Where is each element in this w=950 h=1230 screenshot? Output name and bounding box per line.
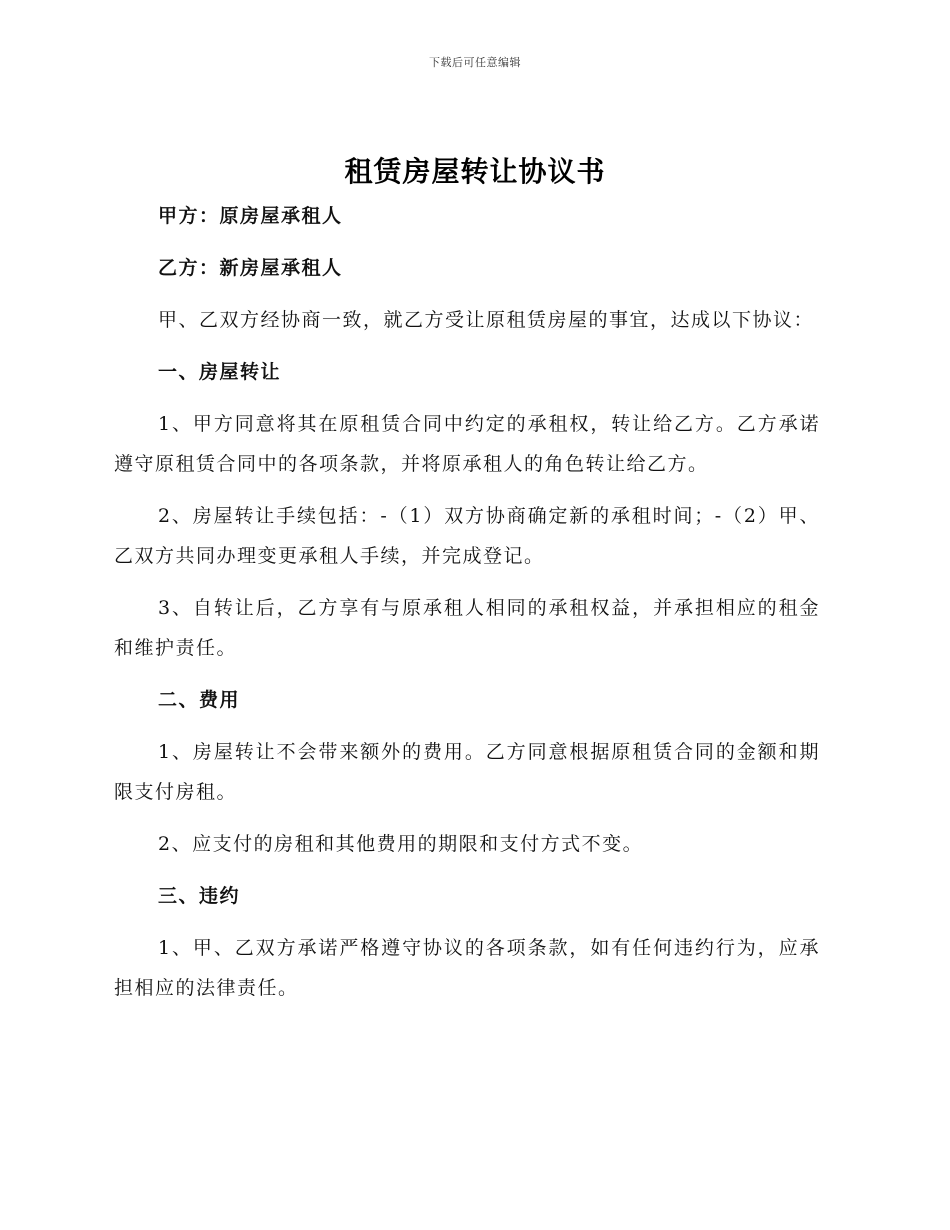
document-title: 租赁房屋转让协议书 — [344, 155, 606, 188]
paragraph: 1、甲、乙双方承诺严格遵守协议的各项条款，如有任何违约行为，应承担相应的法律责任。 — [114, 937, 820, 999]
section-heading-fees: 二、费用 — [158, 689, 241, 711]
paragraph: 2、房屋转让手续包括：-（1）双方协商确定新的承租时间；-（2）甲、乙双方共同办理变更承租人手续，并完成登记。 — [114, 505, 820, 567]
intro-paragraph: 甲、乙双方经协商一致，就乙方受让原租赁房屋的事宜，达成以下协议： — [158, 309, 815, 331]
section-heading-transfer: 一、房屋转让 — [158, 361, 282, 383]
paragraph: 2、应支付的房租和其他费用的期限和支付方式不变。 — [158, 833, 644, 855]
document-body — [114, 196, 820, 1020]
party-b: 乙方：新房屋承租人 — [158, 257, 343, 279]
paragraph: 3、自转让后，乙方享有与原承租人相同的承租权益，并承担相应的租金和维护责任。 — [114, 597, 820, 659]
section-heading-breach: 三、违约 — [158, 885, 241, 907]
party-a: 甲方：原房屋承租人 — [158, 205, 343, 227]
paragraph: 1、甲方同意将其在原租赁合同中约定的承租权，转让给乙方。乙方承诺遵守原租赁合同中的各项条款，并将原承租人的角色转让给乙方。 — [114, 413, 820, 475]
header-note: 下载后可任意编辑 — [429, 56, 521, 69]
paragraph: 1、房屋转让不会带来额外的费用。乙方同意根据原租赁合同的金额和期限支付房租。 — [114, 741, 820, 803]
